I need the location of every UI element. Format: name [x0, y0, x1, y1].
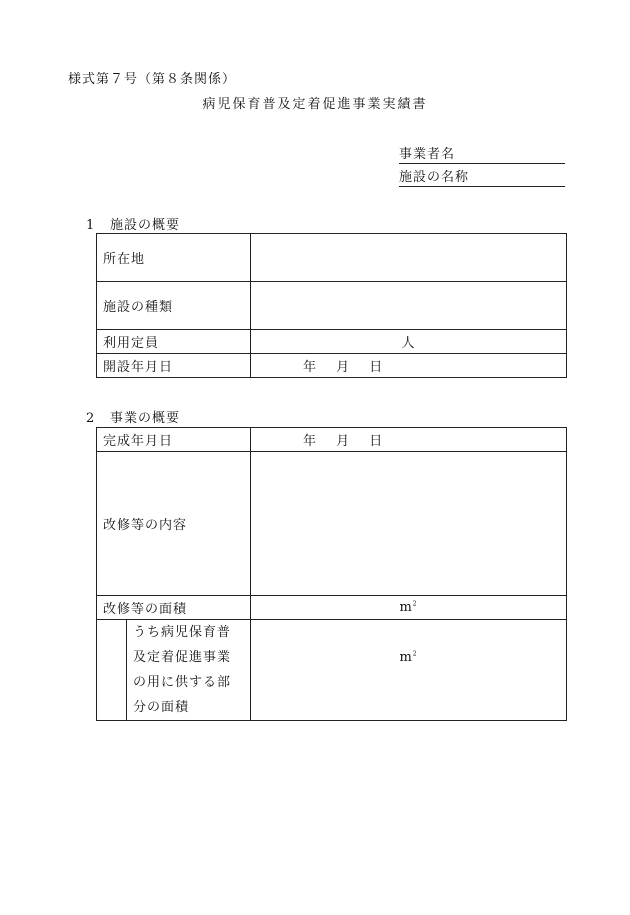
- completion-date-ymd: 年 月 日: [303, 434, 384, 449]
- section1-number: 1: [86, 218, 96, 233]
- location-label: 所在地: [97, 234, 251, 282]
- section1-title: 施設の概要: [110, 218, 181, 233]
- table-row: [97, 620, 567, 721]
- operator-name-field[interactable]: [399, 143, 565, 164]
- square-meter-unit: $m^2$: [399, 600, 418, 615]
- location-value[interactable]: [251, 234, 567, 282]
- square-meter-unit: $m^2$: [399, 650, 418, 665]
- completion-date-label: 完成年月日: [97, 428, 251, 452]
- completion-date-value[interactable]: [251, 428, 567, 452]
- form-number: 様式第７号（第８条関係）: [68, 72, 237, 87]
- table-row: [97, 234, 567, 282]
- opening-date-value[interactable]: [251, 354, 567, 378]
- renovation-area-value[interactable]: [251, 596, 567, 620]
- renovation-content-label: 改修等の内容: [97, 452, 251, 596]
- opening-date-label: 開設年月日: [97, 354, 251, 378]
- section2-number: 2: [86, 411, 96, 426]
- document-title: 病児保育普及定着促進事業実績書: [202, 97, 428, 112]
- sub-area-value[interactable]: [251, 620, 567, 721]
- facility-type-value[interactable]: [251, 282, 567, 330]
- table-row: [97, 330, 567, 354]
- indent-cell: [97, 620, 127, 721]
- operator-name-label: 事業者名: [399, 147, 456, 162]
- section2-title: 事業の概要: [110, 411, 181, 426]
- sub-area-line: 及定着促進事業: [133, 650, 232, 665]
- opening-date-ymd: 年 月 日: [303, 360, 384, 375]
- capacity-label: 利用定員: [97, 330, 251, 354]
- facility-type-label: 施設の種類: [97, 282, 251, 330]
- section2-heading: [86, 407, 180, 426]
- facility-overview-table: [96, 233, 567, 378]
- table-row: [97, 282, 567, 330]
- table-row: [97, 452, 567, 596]
- renovation-area-label: 改修等の面積: [97, 596, 251, 620]
- capacity-unit: 人: [401, 336, 416, 351]
- table-row: [97, 596, 567, 620]
- facility-name-label: 施設の名称: [399, 170, 470, 185]
- section1-heading: [86, 214, 180, 233]
- capacity-value[interactable]: [251, 330, 567, 354]
- facility-name-field[interactable]: [399, 166, 565, 187]
- table-row: [97, 428, 567, 452]
- sub-area-line: の用に供する部: [133, 675, 232, 690]
- sub-area-line: うち病児保育普: [133, 625, 232, 640]
- renovation-content-value[interactable]: [251, 452, 567, 596]
- sub-area-label: [127, 620, 251, 721]
- table-row: [97, 354, 567, 378]
- sub-area-line: 分の面積: [133, 700, 190, 715]
- project-overview-table: [96, 427, 567, 721]
